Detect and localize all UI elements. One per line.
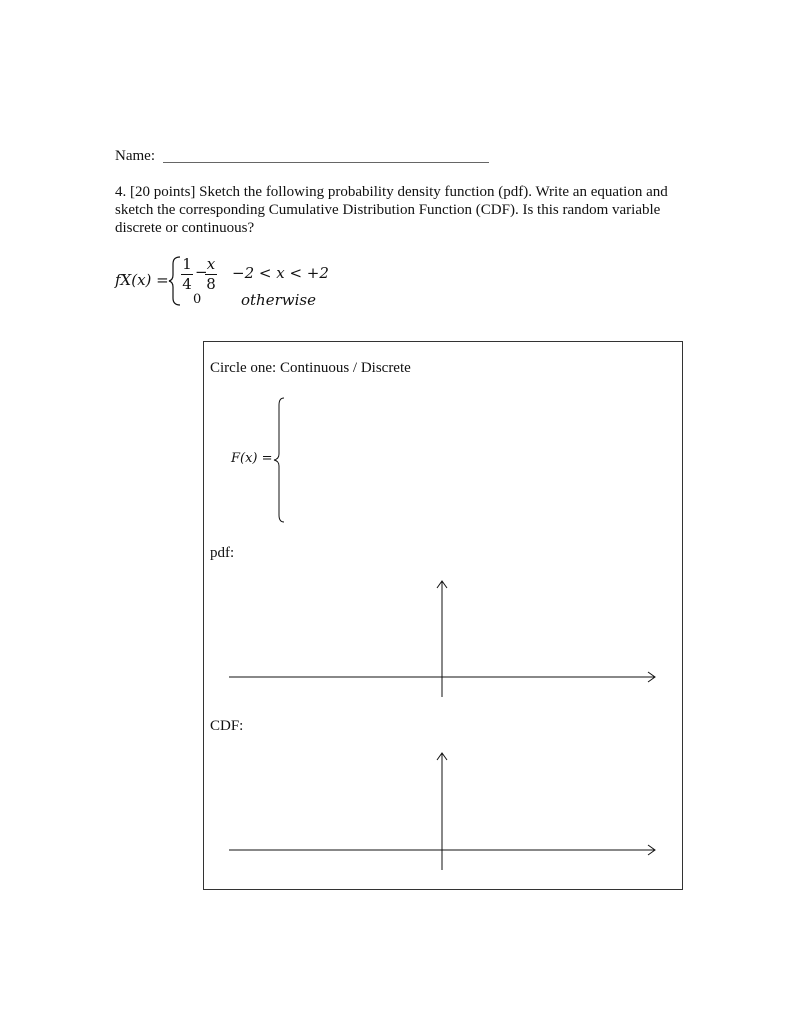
cdf-brace	[272, 396, 286, 524]
question-text: 4. [20 points] Sketch the following probability density function (pdf). Write an equation and sketch the corresponding Cumulative Distribution Function (CDF). Is this random variable discrete or continuous?	[115, 184, 668, 236]
minus-sign: −	[195, 263, 208, 281]
fraction2-denominator: 8	[206, 275, 216, 293]
cdf-lhs: F(x) =	[231, 451, 273, 466]
name-line[interactable]	[163, 162, 489, 163]
pdf-lhs: fX(x) =	[115, 271, 169, 289]
fraction1-numerator: 1	[182, 255, 192, 273]
pdf-label: pdf:	[210, 545, 235, 561]
cdf-label: CDF:	[210, 718, 244, 734]
condition-2: otherwise	[241, 291, 316, 309]
cdf-axes[interactable]	[225, 750, 665, 875]
circle-one-text[interactable]: Circle one: Continuous / Discrete	[210, 360, 411, 376]
fraction1-denominator: 4	[182, 275, 192, 293]
case2-value: 0	[193, 292, 202, 307]
fraction2-numerator: x	[206, 255, 216, 273]
name-label: Name:	[115, 148, 155, 164]
pdf-axes[interactable]	[225, 575, 665, 705]
condition-1: −2 < x < +2	[232, 264, 329, 282]
